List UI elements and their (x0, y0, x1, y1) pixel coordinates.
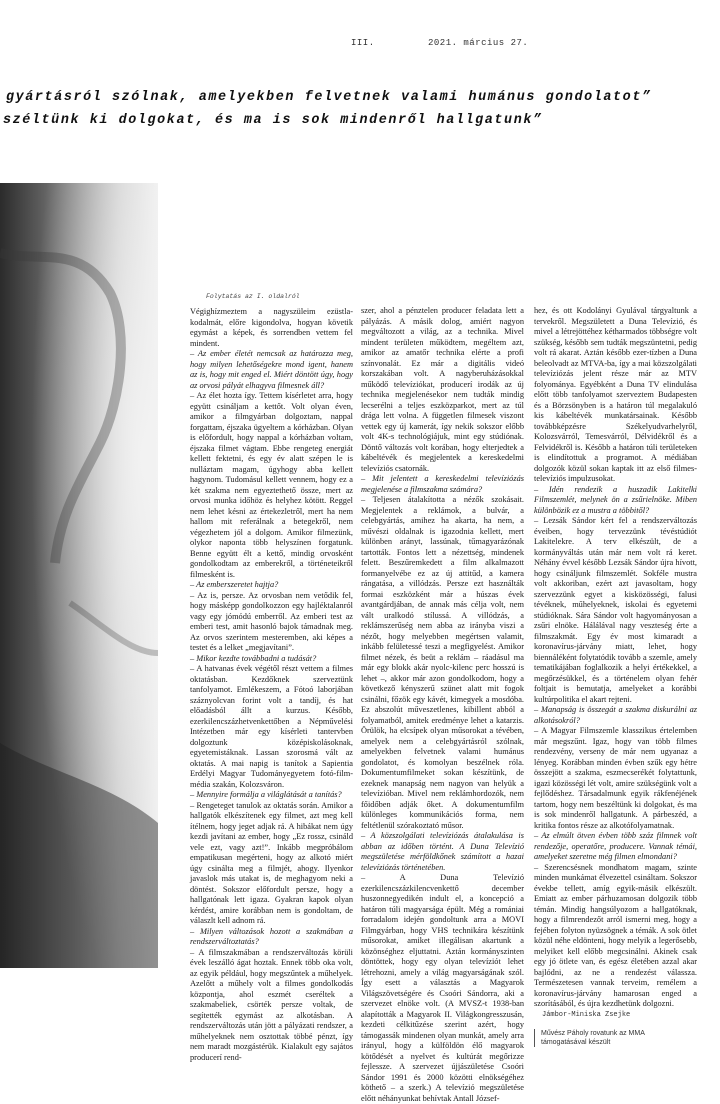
pull-quote (0, 86, 720, 132)
article-column-3 (534, 306, 697, 1006)
question: – Az elmúlt ötven évben több száz filmnek volt rendezője, operatőre, producere. Vannak témái, amelyeket szeretne még filmen elmondani? (534, 831, 697, 861)
continued-from-note: Folytatás az I. oldalról (206, 293, 300, 300)
question: – Mit jelentett a kereskedelmi televíziózás megjelenése a filmszakma számára? (361, 474, 524, 494)
paragraph: – Az élet hozta így. Tettem kísérletet arra, hogy együtt csináljam a kettőt. Volt olyan éven, amikor a filmgyárban dolgoztam, nappal forgattam, éjszaka ügyeltem a kórházban. Olyan is előfordult, hogy nappal a kórházban voltam, éjszaka filmet vágtam. Ebbe rengeteg energiát kellett fektetni, és egy év alatt szépen le is nulláztam magam, úgyhogy abba kellett hagynom. Tudomásul kellett vennem, hogy ez a két szakma nem egyeztethető össze, mert az orvosi munka időhöz és helyhez kötött. Reggel nem lehet késni az értekezletről, mert ha nem hallom mit referálnak a betegekről, nem végezhetem jól a dolgom. Amikor filmezünk, olykor naponta több helyszínen forgatunk. Benne együtt élt a kettő, mindig orvosként gondolkodtam az emberekről, a történeteikről filmesként is. (190, 391, 353, 579)
paragraph: – Lezsák Sándor kért fel a rendszerváltozás éveiben, hogy tervezzünk tévéstúdiót Lakitelekre. A terv elkészült, de a kormányváltás után már nem volt rá keret. Néhány évvel később Lezsák Sándor újra hívott, hogy csináljunk filmszemlét. Sokféle mustra volt akkoriban, ezért azt javasoltam, hogy szervezzünk egyet a kisközösségi, falusi tévéknek, műhelyeknek, iskolai és egyetemi stúdióknak. Sára Sándor volt hagyományosan a zsűri elnöke. Hálálával nagy veszteség érte a filmszakmát. Egy év most kimaradt a koronavírus-járvány miatt, lehet, hogy biennáléként folytatódik tovább a szemle, amely tematikájában foglalkozik a helyi értékekkel, a megőrzésükkel, és a történelem olyan fehér foltjait is bemutatja, amelyeket a korábbi kultúrpolitika el akart rejteni. (534, 516, 697, 704)
paragraph: – Az is, persze. Az orvosban nem vetődik fel, hogy másképp gondolkozzon egy hajléktalanról vagy egy jómódú emberről. Az emberi test az emberi test, amit hasonló bajok támadnak meg. Az orvos szerintem mesteremben, aki képes a testet és a lelket „megjavítani”. (190, 590, 353, 652)
paragraph: – Rengeteget tanulok az oktatás során. Amikor a hallgatók elkészítenek egy filmet, azt meg kell ítélnem, hogy jeget adjak rá. A hibákat nem úgy kezdi javítani az ember, hogy „Ez rossz, csináld vele ezt, vagy azt!”. Inkább megpróbálom empatikusan megérteni, hogy az alkotó miért úgy csinálta meg a filmjét, ahogy. Ilyenkor javaslok más utakat is, de meghagyom neki a döntést. Sokszor előfordult persze, hogy a hallgatónak lett igaza. Gyakran kapok olyan kérdést, amire korábban nem is gondoltam, de válaszlt kell adnom rá. (190, 800, 353, 925)
article-column-1 (190, 307, 353, 1062)
paragraph: – Teljesen átalakította a nézők szokásait. Megjelentek a reklámok, a bulvár, a celebgyártás, amihez ha akarta, ha nem, a művészi oldalnak is igazodnia kellett, mert különben arányt, lassúnak, tűmagyarázónak tartották. Fontos lett a nézettség, mindenek felett. Beszűremkedett a film alkalmazott formanyelvébe ez az új attitűd, a kamera rángatása, a villódzás. Persze ezt használták formai eszközként már a húszas évek avantgárdjában, de annak más célja volt, nem vált uralkodó stílussá. A villódzás, a reklámszerűség nem abba az irányba viszi a nézőt, hogy melyebben megértsen valamit, inkább felületessé teszi a megfigyelést. Amikor filmet nézek, és beüt a reklám – ráadásul ma már egy blokk akár nyolc-kilenc perc hosszú is lehet –, akkor már azon gondolkodom, hogy a következő kényszerű szünet alatt mit fogok csinálni, főzök egy kávét, kimegyek a mosdóba. Ez abszolút műveszetlenes, kibillent abból a folyamatból, amitek eredménye lehet a katarzis. Örülök, ha elcsípek olyan műsorokat a tévében, amelyek nem a celebgyártásról szólnak, amelyekben felvetnek valami humánus gondolatot, és komolyan beszélnek róla. Dokumentumfilmeket sokan készítünk, de ezeknek manapság nem nagyon van helyük a televízióban. Mivel nem reklámhordozók, nem főidőben adják őket. A dokumentumfilm különleges kommunikációs forma, nem feltétlenül szórakoztató műsor. (361, 495, 524, 830)
page-header (0, 38, 720, 52)
question: – Az ember életét nemcsak az határozza meg, hogy milyen lehetőségekre mond igent, hanem az is, hogy mit enged el. Miért döntött úgy, hogy az orvosi pályát elhagyva filmesnek áll? (190, 349, 353, 390)
pull-quote-line-1: gyártásról szólnak, amelyekben felvetnek valami humánus gondolatot” (6, 90, 652, 105)
question: – Idén rendezik a huszadik Lakitelki Filmszemlét, melynek ön a zsűrielnöke. Miben különbözik ez a mustra a többitől? (534, 484, 697, 515)
pull-quote-line-2: széltünk ki dolgokat, és ma is sok mindenről hallgatunk” (3, 113, 543, 128)
paragraph: – A hatvanas évek végétől részt vettem a filmes oktatásban. Kezdőknek szerveztünk tanfolyamot. Emlékeszem, a Fótoó laborjában száznyolcvan forint volt a tandíj, és hat előadásból állt a kurzus. Később, ezerkilencszázhetvenkettőben a Népművelési Intézetben már egy kísérleti tantervben dolgoztunk középiskolásoknak, egyetemistáknak. Lassan szorosmá vált az oktatás. A mai napig is tanítok a Sapientia Erdélyi Magyar Tudományegyetem fotó-film-média szakán, Kolozsváron. (190, 664, 353, 789)
question: – Manapság is összegát a szakma diskurálni az alkotásokról? (534, 705, 697, 725)
question: – A közszolgálati televíziózás átalakulása is abban az időben történt. A Duna Televízió megszületése mérföldkőnek számított a hazai televíziózás történetében. (361, 831, 524, 872)
question: – Mennyire formálja a világlátását a tanítás? (190, 790, 342, 799)
portrait-photo (0, 183, 158, 968)
question: – Milyen változások hozott a szakmában a rendszerváltoztatás? (190, 926, 353, 946)
sponsor-caption: Művész Páholy rovatunk az MMA támogatásával készült (534, 1029, 691, 1047)
paragraph: hez, és ott Kodolányi Gyulával tárgyaltunk a tervekről. Megszületett a Duna Televízió, és mivel a létrejöttéhez kétharmados többségre volt szükség, később sem tudták megszüntetni, pedig volt rá akarat. Aztán később ezer-tízben a Duna beleolvadt az MTVA-ba, így a mai közszolgálati televíziózás jelent része már az MTV folyománya. Egyébként a Duna TV elindulása előtt több tanfolyamot szerveztem Budapesten és a Börzsönyben is a határon túl megalakuló kis kábeltévék munkatársainak. Később továbbképzésre Székelyudvarhelyről, Kolozsvárról, Temesvárról, Délvidékről és a Felvidékről is. Később a határon túli területeken is elindítottuk a programot. A médiában dolgozók közül sokan kaptak itt az első filmes-televíziós impulzusokat. (534, 306, 697, 483)
question: – Mikor kezdte továbbadni a tudását? (190, 653, 317, 663)
page-number: III. (351, 38, 375, 48)
author-signature: Jámbor-Miniska Zsejke (542, 1011, 631, 1019)
paragraph: – A Magyar Filmszemle klasszikus értelemben már megszűnt. Igaz, hogy van több filmes rendezvény, verseny de már nem ugyanaz a lényeg. Korábban minden évben szűk egy hétre összejött a szakma, eszmecserékét folytattunk, igazi közösségi lét volt, amire szükségünk volt a fejlődéshez. Társadalmunk egyik rákfenéjének tartom, hogy nem beszéltünk ki dolgokat, és ma is sok mindenről hallgatunk. A párbeszéd, a kritika fontos része az alkotófolyamatnak. (534, 726, 697, 830)
paragraph: Végighízmeztem a nagyszüleim ezüstla-kodalmát, előre kigondolva, hogyan követik egymást a képek, és sorrendben vettem fel mindent. (190, 307, 353, 348)
paragraph: – A filmszakmában a rendszerváltozás körüli évek leszálló ágat hoztak. Ennek több oka volt, az egyik például, hogy megszűntek a műhelyek. Azelőtt a műhely volt a filmes gondolkodás központja, ahol eszmét cseréltek a szakmabeliek, csörték persze voltak, de segítették egymást az alkotásban. A rendszerváltozás után jött a pályázati rendszer, a műhelyeknek nem osztottak többé pénzt, így nem maradt mozgástérük. Kialakult egy sajátos producerí rend- (190, 947, 353, 1062)
article-column-2 (361, 306, 524, 1103)
issue-date: 2021. március 27. (428, 38, 529, 48)
question: – Az emberszeretet hajtja? (190, 580, 279, 589)
paragraph: – Szerencsésnek mondhatom magam, szinte minden munkámat élvezettel csináltam. Sokszor évekbe tellett, amíg egyik-másik elkészült. Emiatt az ember párhuzamosan dolgozik több témán. Mindig hangsúlyozom a hallgatóknak, hogy a filmrendezőt arról ismerni meg, hogy a fejében folyton nyüzsögnek a témák. A sok ötlet közül néhe eldönteni, hogy melyik a legerősebb, melyiket kell előbb megcsinálni. Akinek csak egy jó ötlete van, és egész életében azzal akar bajlódni, az ne a rendezést válassza. Természetesen vannak terveim, remélem a koronavírus-járvány hamarosan enged a szorításából, és újra kezdhetünk dolgozni. (534, 862, 697, 1008)
paragraph: – A Duna Televízió ezerkilencszázkilencvenkettő december huszonnegyedikén indult el, a koncepció a határon túli magyarsága épült. Még a romániai forradalom idején gondoltunk arra a MOVI Filmgyárban, hogy VHS technikára készítünk műsorokat, amiket illegálisan akartunk a közönséghez eljuttatni. Aztán kormányszinten döntöttek, hogy egy olyan televíziót lehet létrehozni, amely a világ magyarságának szól. Így esett a választás a Magyarok Világszövetségére és Csoóri Sándorra, aki a szervezet elnöke volt. (A MVSZ-t 1938-ban alapították a Magyarok II. Világkongresszusán, kezdeti célkitűzése szerint azért, hogy támogassák mindenen olyan munkát, amely arra irányul, hogy a külföldön élő magyarok kötődését a nyelvet és kultúrát megőrizze fejlessze. A szervezet újjászületése Csoóri Sándor 1991 és 2000 közötti elnökségéhez köthető – a szerk.) A televízió megszületése előtt néhányunkat behívtak Antall József- (361, 873, 524, 1103)
portrait-photo-shading (0, 183, 158, 968)
paragraph: szer, ahol a pénztelen producer feladata lett a pályázás. A másik dolog, amiért nagyon megváltozott a világ, az a technika. Mivel mindent területen működtem, megéltem azt, amikor az amatőr technika elérte a profi színvonalát. Ez már a digitális videó korszakában volt. A nagyberuházásokkal működő televíziókat, producerí irodák az új technika megjelenésekor nem tudták mindig lecserélni a teljes eszközparkot, mert az túl drága lett volna. A független filmesek viszont vettek egy új kamerát, így nekik sokszor előbb volt 4K-s technológiájuk, mint egy stúdiónak. Döntő változás volt korában, hogy elterjedtek a kábeltévék és megjelentek a kereskedelmi televíziós csatornák. (361, 306, 524, 473)
